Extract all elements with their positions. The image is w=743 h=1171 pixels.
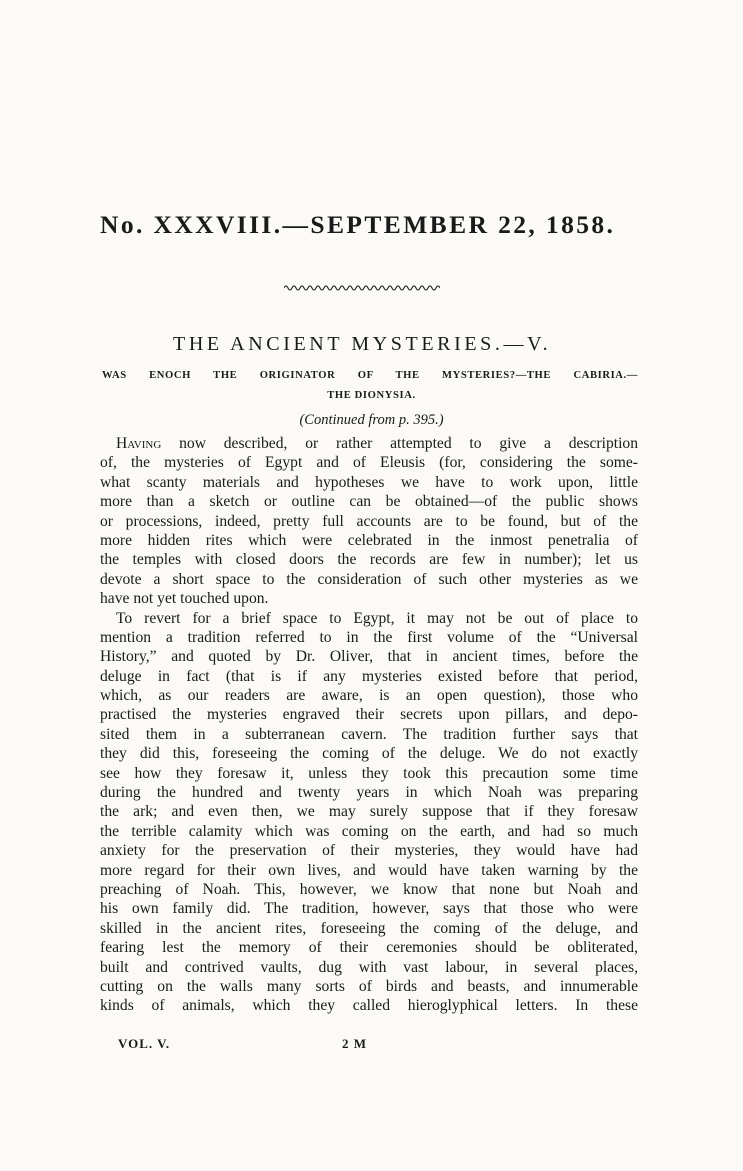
wavy-rule-ornament	[284, 282, 440, 294]
body-line: which, as our readers are aware, is an open question), those who	[100, 687, 638, 705]
body-line: more regard for their own lives, and would have taken warning by the	[100, 861, 638, 879]
body-line: built and contrived vaults, dug with vast labour, in several places,	[100, 958, 638, 976]
body-line: practised the mysteries engraved their secrets upon pillars, and depo-	[100, 706, 638, 724]
body-line: during the hundred and twenty years in which Noah was preparing	[100, 784, 638, 802]
body-line: deluge in fact (that is if any mysteries existed before that period,	[100, 667, 638, 685]
body-line: have not yet touched upon.	[100, 590, 269, 608]
body-line: cutting on the walls many sorts of birds and beasts, and innumerable	[100, 977, 638, 995]
body-line: fearing lest the memory of their ceremonies should be obliterated,	[100, 939, 638, 957]
body-line: or processions, indeed, pretty full accounts are to be found, but of the	[100, 512, 638, 530]
body-line: his own family did. The tradition, however, says that those who were	[100, 900, 638, 918]
body-line: History,” and quoted by Dr. Oliver, that in ancient times, before the	[100, 648, 638, 666]
body-line: of, the mysteries of Egypt and of Eleusis (for, considering the some-	[100, 454, 638, 472]
body-line: devote a short space to the consideration of such other mysteries as we	[100, 570, 638, 588]
signature-mark: 2 M	[342, 1036, 368, 1051]
body-line: more than a sketch or outline can be obtained—of the public shows	[100, 493, 638, 511]
continued-note: (Continued from p. 395.)	[299, 412, 444, 428]
article-subtitle-line1: WAS ENOCH THE ORIGINATOR OF THE MYSTERIES?—THE CABIRIA.—	[102, 370, 638, 381]
body-line: they did this, foreseeing the coming of the deluge. We do not exactly	[100, 745, 638, 763]
body-line: the temples with closed doors the records are few in number); let us	[100, 551, 638, 569]
volume-footer: VOL. V.	[118, 1036, 171, 1051]
article-title: THE ANCIENT MYSTERIES.—V.	[173, 333, 552, 355]
body-line: kinds of animals, which they called hieroglyphical letters. In these	[100, 997, 638, 1015]
body-line: what scanty materials and hypotheses we have to work upon, little	[100, 473, 638, 491]
body-line: the terrible calamity which was coming on the earth, and had so much	[100, 822, 638, 840]
body-line: skilled in the ancient rites, foreseeing the coming of the deluge, and	[100, 919, 638, 937]
body-line: more hidden rites which were celebrated in the inmost penetralia of	[100, 531, 638, 549]
body-line: mention a tradition referred to in the first volume of the “Universal	[100, 628, 638, 646]
body-line: preaching of Noah. This, however, we know that none but Noah and	[100, 880, 638, 898]
body-line: To revert for a brief space to Egypt, it may not be out of place to	[116, 609, 638, 627]
body-line: sited them in a subterranean cavern. The tradition further says that	[100, 725, 638, 743]
body-line: anxiety for the preservation of their mysteries, they would have had	[100, 842, 638, 860]
body-line: see how they foresaw it, unless they took this precaution some time	[100, 764, 638, 782]
body-line: the ark; and even then, we may surely suppose that if they foresaw	[100, 803, 638, 821]
article-body	[100, 434, 638, 1016]
issue-heading: No. XXXVIII.—SEPTEMBER 22, 1858.	[100, 210, 616, 239]
article-subtitle-line2: THE DIONYSIA.	[327, 390, 416, 401]
body-line: Having now described, or rather attempted to give a description	[116, 435, 638, 452]
drop-word: Having	[116, 435, 162, 452]
